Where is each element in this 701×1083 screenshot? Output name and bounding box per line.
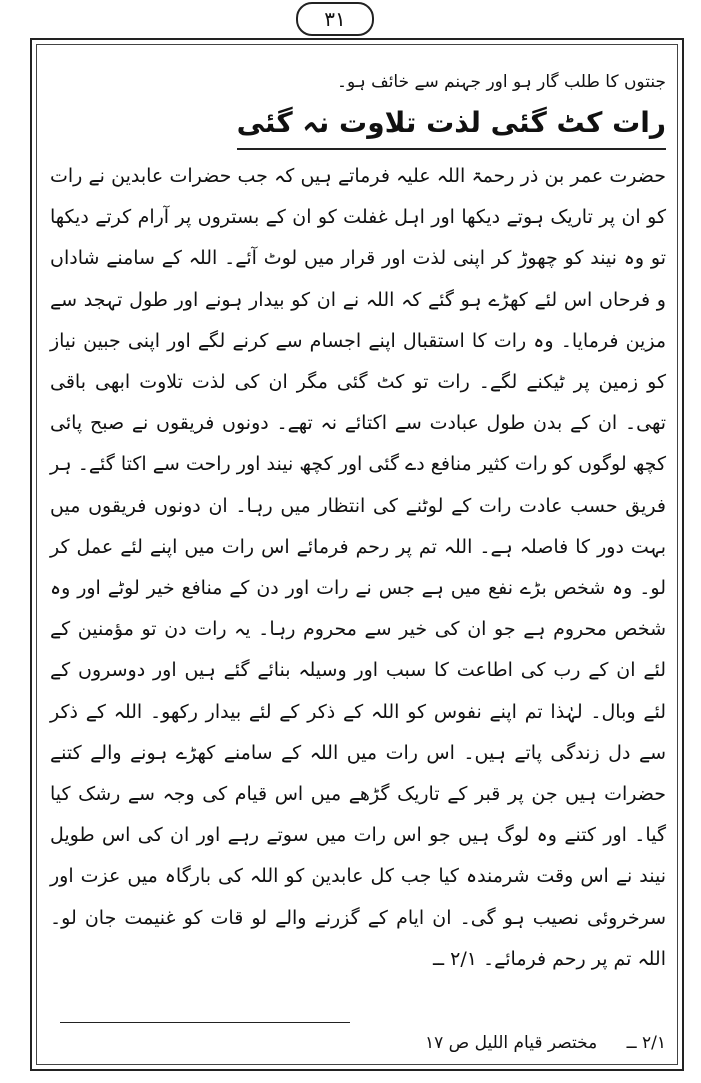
footnote-text: مختصر قیام اللیل ص ۱۷	[424, 1033, 598, 1053]
footnote-divider	[60, 1022, 350, 1023]
body-paragraph: حضرت عمر بن ذر رحمۃ اللہ علیہ فرماتے ہیں کہ جب حضرات عابدین نے رات کو ان پر تاریک ہوتے دیکھا اور اہل غفلت کو ان کے بستروں پر آرام کرتے دیکھا تو وہ نیند کو چھوڑ کر اپنی لذت اور قرار میں لوٹ آئے۔ اللہ کے سامنے شاداں و فرحاں اس لئے کھڑے ہو گئے کہ اللہ نے ان کو بیدار ہونے اور طول تہجد سے مزین فرمایا۔ وہ رات کا استقبال اپنے اجسام سے کرنے لگے اور اپنی جبین نیاز کو زمین پر ٹیکنے لگے۔ رات تو کٹ گئی مگر ان کی لذت تلاوت ابھی باقی تھی۔ ان کے بدن طول عبادت سے اکتائے نہ تھے۔ دونوں فریقوں نے صبح پائی کچھ لوگوں کو رات کثیر منافع دے گئی اور کچھ نیند اور راحت سے اکتا گئے۔ ہر فریق حسب عادت رات کے لوٹنے کی انتظار میں رہا۔ ان دونوں فریقوں میں بہت دور کا فاصلہ ہے۔ اللہ تم پر رحم فرمائے اس رات میں اپنے لئے عمل کر لو۔ وہ شخص بڑے نفع میں ہے جس نے رات اور دن کے منافع خیر لوٹے اور وہ شخص محروم ہے جو ان کی خیر سے محروم رہا۔ یہ رات دن تو مؤمنین کے لئے ان کے رب کی اطاعت کا سبب اور وسیلہ بنائے گئے ہیں اور دوسروں کے لئے وبال۔ لہٰذا تم اپنے نفوس کو اللہ کے ذکر کے لئے بیدار رکھو۔ اللہ کے ذکر سے دل زندگی پاتے ہیں۔ اس رات میں اللہ کے سامنے کھڑے ہونے والے کتنے حضرات ہیں جن پر قبر کے تاریک گڑھے میں اس قیام کی وجہ سے رشک کیا گیا۔ اور کتنے وہ لوگ ہیں جو اس رات میں سوتے رہے اور ان کی اس طویل نیند نے اس وقت شرمندہ کیا جب کل عابدین کو اللہ کی بارگاہ میں عزت اور سرخروئی نصیب ہو گی۔ ان ایام کے گزرنے والے لو قات کو غنیمت جان لو۔ اللہ تم پر رحم فرمائے۔ ۲/۱ ــ	[50, 165, 666, 970]
footnote	[60, 1030, 666, 1056]
footnote-marker: ۲/۱ ــ	[626, 1033, 666, 1053]
section-heading-text: رات کٹ گئی لذت تلاوت نہ گئی	[237, 100, 666, 150]
page-number: ۳۱	[296, 2, 374, 36]
page-content	[50, 60, 666, 980]
section-heading	[50, 100, 666, 150]
intro-line: جنتوں کا طلب گار ہو اور جہنم سے خائف ہو۔	[336, 72, 666, 92]
